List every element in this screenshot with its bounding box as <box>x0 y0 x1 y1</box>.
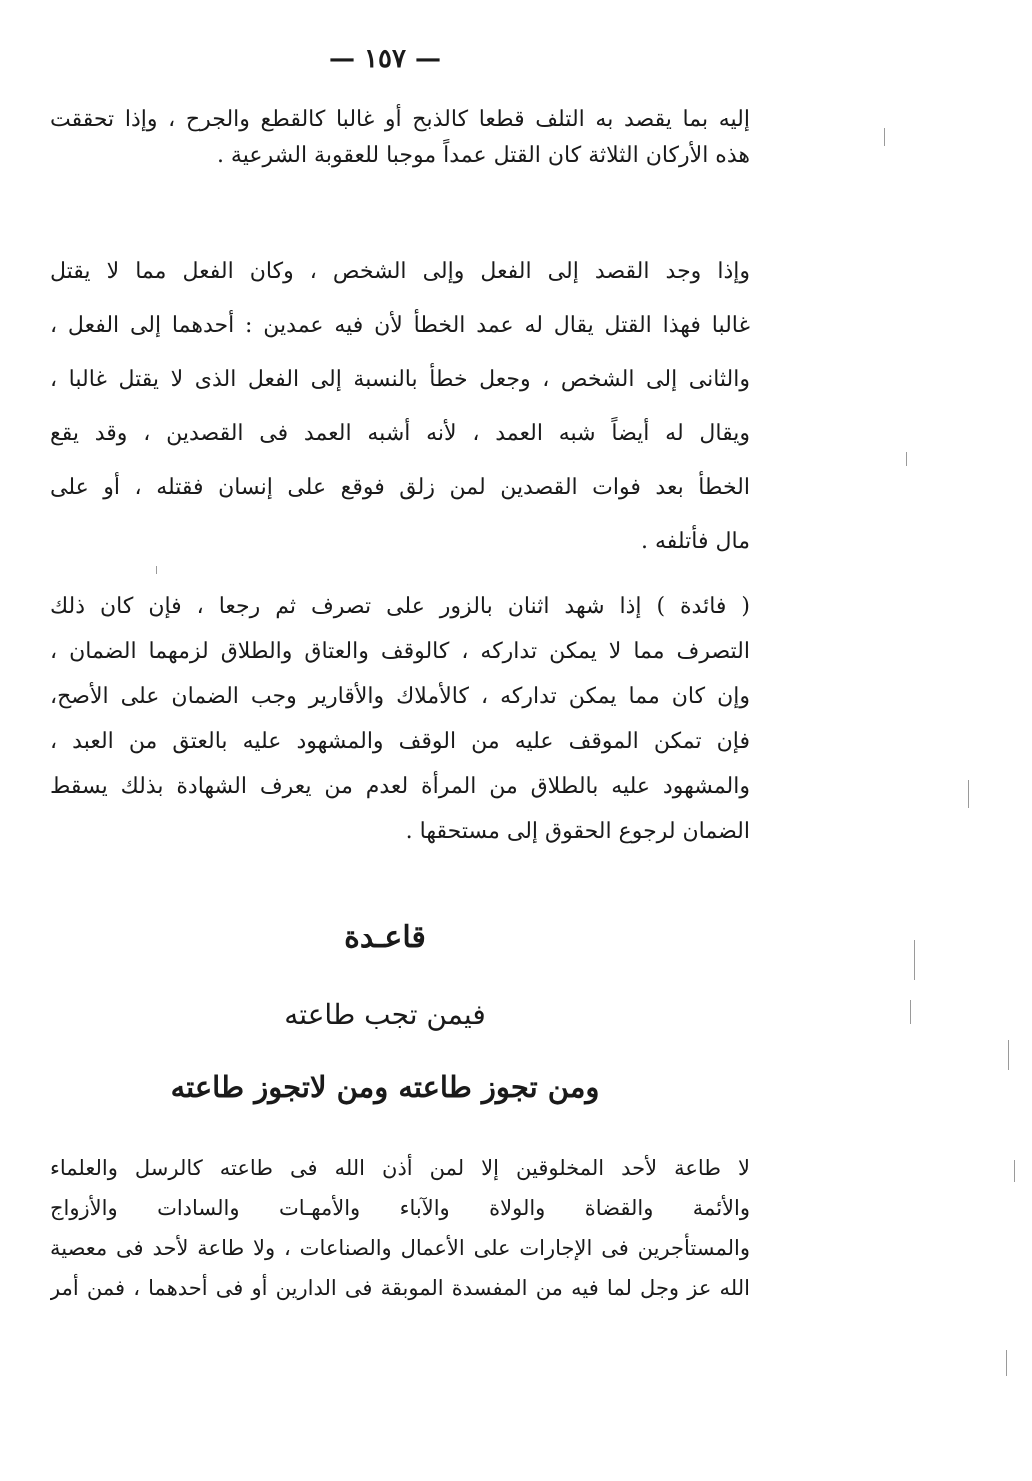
paragraph-3-note <box>50 584 750 854</box>
scan-artifact <box>156 566 157 574</box>
scan-artifact <box>914 940 915 980</box>
paragraph-1 <box>50 102 750 174</box>
text-line: هذه الأركان الثلاثة كان القتل عمداً موجبا للعقوبة الشرعية . <box>216 143 750 168</box>
text-line: فإن تمكن الموقف عليه من الوقف والمشهود عليه بالعتق من العبد ، <box>50 729 750 754</box>
scan-artifact <box>884 128 885 146</box>
text-line: ( فائدة ) إذا شهد اثنان بالزور على تصرف ثم رجعا ، فإن كان ذلك <box>50 594 750 619</box>
paragraph-4 <box>50 1148 750 1308</box>
text-line: لا طاعة لأحد المخلوقين إلا لمن أذن الله فى طاعته كالرسل والعلماء <box>50 1156 750 1180</box>
scan-artifact <box>910 1000 911 1024</box>
scan-artifact <box>1008 1040 1009 1070</box>
section-subheading: ومن تجوز طاعته ومن لاتجوز طاعته <box>170 1070 600 1104</box>
scan-artifact <box>968 780 969 808</box>
paragraph-2 <box>50 245 750 569</box>
scan-artifact <box>1014 1160 1015 1182</box>
text-line: والأئمة والقضاة والولاة والآباء والأمهـات والسادات والأزواج <box>50 1196 750 1220</box>
section-heading: قاعـدة <box>344 920 426 955</box>
text-line: الله عز وجل لما فيه من المفسدة الموبقة فى الدارين أو فى أحدهما ، فمن أمر <box>50 1276 750 1300</box>
text-line: وإن كان مما يمكن تداركه ، كالأملاك والأقارير وجب الضمان على الأصح، <box>50 684 750 709</box>
text-line: الضمان لرجوع الحقوق إلى مستحقها . <box>405 819 750 844</box>
text-line: غالبا فهذا القتل يقال له عمد الخطأ لأن فيه عمدين : أحدهما إلى الفعل ، <box>50 313 750 338</box>
text-line: إليه بما يقصد به التلف قطعا كالذبح أو غالبا كالقطع والجرح ، وإذا تحققت <box>50 107 750 132</box>
page-number: — ١٥٧ — <box>328 44 442 74</box>
text-line: وإذا وجد القصد إلى الفعل وإلى الشخص ، وكان الفعل مما لا يقتل <box>50 259 750 284</box>
text-line: والمشهود عليه بالطلاق من المرأة لعدم من يعرف الشهادة بذلك يسقط <box>50 774 750 799</box>
text-line: ويقال له أيضاً شبه العمد ، لأنه أشبه العمد فى القصدين ، وقد يقع <box>50 421 750 446</box>
scan-artifact <box>906 452 907 466</box>
text-line: والثانى إلى الشخص ، وجعل خطأ بالنسبة إلى الفعل الذى لا يقتل غالبا ، <box>50 367 750 392</box>
text-line: والمستأجرين فى الإجارات على الأعمال والصناعات ، ولا طاعة لأحد فى معصية <box>50 1236 750 1260</box>
scan-artifact <box>1006 1350 1007 1376</box>
text-line: مال فأتلفه . <box>640 529 750 554</box>
text-line: الخطأ بعد فوات القصدين لمن زلق فوقع على إنسان فقتله ، أو على <box>50 475 750 500</box>
text-line: التصرف مما لا يمكن تداركه ، كالوقف والعتاق والطلاق لزمهما الضمان ، <box>50 639 750 664</box>
section-subheading: فيمن تجب طاعته <box>284 998 486 1031</box>
